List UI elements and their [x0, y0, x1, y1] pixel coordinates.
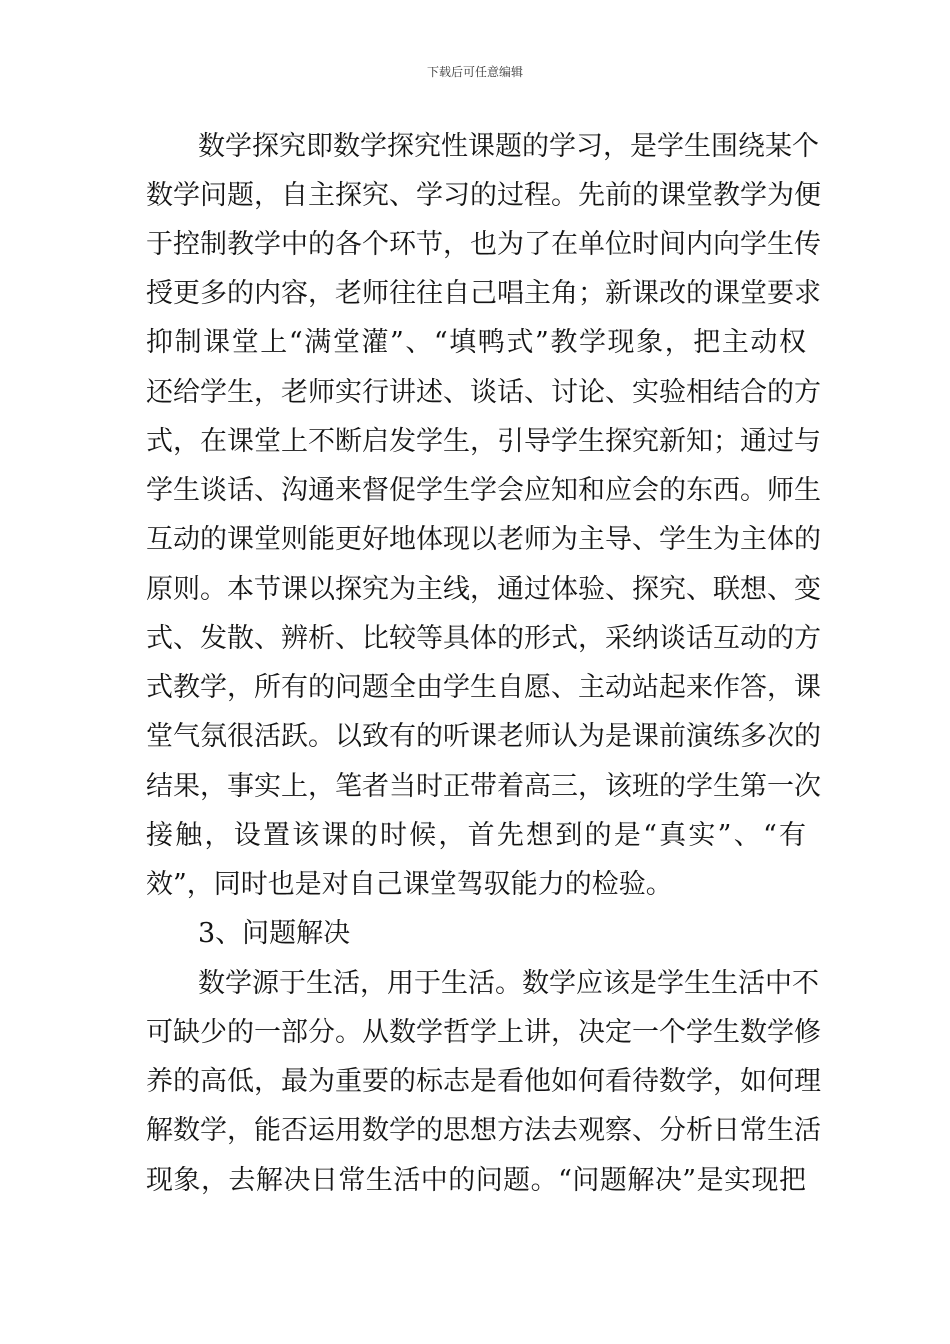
paragraph-line: 可缺少的一部分。从数学哲学上讲，决定一个学生数学修	[146, 1017, 821, 1048]
paragraph-line: 式、发散、辨析、比较等具体的形式，采纳谈话互动的方	[146, 623, 821, 654]
paragraph-line: 还给学生，老师实行讲述、谈话、讨论、实验相结合的方	[146, 377, 821, 408]
paragraph-line: 现象，去解决日常生活中的问题。“问题解决”是实现把	[146, 1165, 806, 1196]
paragraph-line: 式，在课堂上不断启发学生，引导学生探究新知；通过与	[146, 426, 821, 457]
paragraph-line: 抑制课堂上“满堂灌”、“填鸭式”教学现象，把主动权	[146, 327, 806, 358]
paragraph-line: 接触，设置该课的时候，首先想到的是“真实”、“有	[146, 820, 806, 851]
paragraph-line: 于控制教学中的各个环节，也为了在单位时间内向学生传	[146, 229, 821, 260]
paragraph-line: 原则。本节课以探究为主线，通过体验、探究、联想、变	[146, 574, 821, 605]
paragraph-line: 养的高低，最为重要的标志是看他如何看待数学，如何理	[146, 1066, 821, 1097]
paragraph-line: 解数学，能否运用数学的思想方法去观察、分析日常生活	[146, 1115, 821, 1146]
paragraph-line: 数学问题，自主探究、学习的过程。先前的课堂教学为便	[146, 180, 821, 211]
paragraph-line: 式教学，所有的问题全由学生自愿、主动站起来作答，课	[146, 672, 821, 703]
paragraph-line: 堂气氛很活跃。以致有的听课老师认为是课前演练多次的	[146, 721, 821, 752]
section-heading: 3、问题解决	[198, 918, 351, 949]
paragraph-line: 互动的课堂则能更好地体现以老师为主导、学生为主体的	[146, 524, 821, 555]
page-header: 下载后可任意编辑	[426, 65, 523, 79]
paragraph-line: 授更多的内容，老师往往自己唱主角；新课改的课堂要求	[146, 278, 821, 309]
paragraph-line: 效”，同时也是对自己课堂驾驭能力的检验。	[146, 869, 673, 900]
paragraph-line: 数学探究即数学探究性课题的学习，是学生围绕某个	[198, 131, 819, 162]
paragraph-line: 结果，事实上，笔者当时正带着高三，该班的学生第一次	[146, 771, 821, 802]
paragraph-line: 学生谈话、沟通来督促学生学会应知和应会的东西。师生	[146, 475, 821, 506]
paragraph-line: 数学源于生活，用于生活。数学应该是学生生活中不	[198, 968, 819, 999]
